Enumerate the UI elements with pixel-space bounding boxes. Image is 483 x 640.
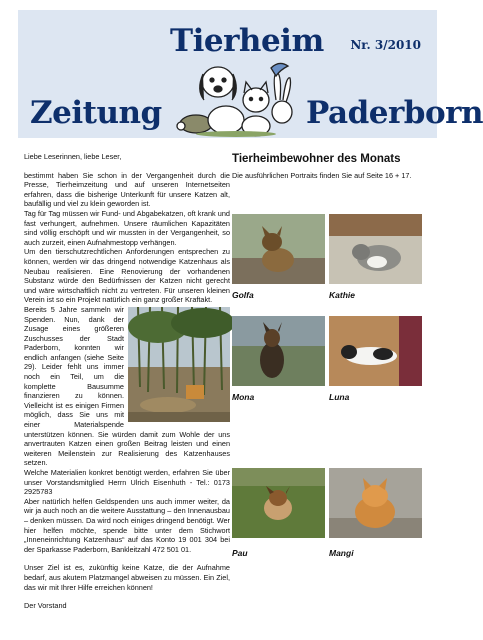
animals-logo-illustration	[176, 60, 296, 138]
letter-paragraph: Welche Materialien konkret benötigt werden, erfahren Sie über unser Vorstandsmitglied Herrn Ulrich Eisenhuth - Tel.: 0173 2925783	[24, 468, 230, 497]
pet-photo-mangi	[329, 468, 422, 538]
pet-name: Golfa	[232, 290, 254, 300]
masthead-title-zeitung: Zeitung	[30, 95, 162, 131]
pet-photo-pau	[232, 468, 325, 538]
pet-name: Kathie	[329, 290, 355, 300]
letter-greeting: Liebe Leserinnen, liebe Leser,	[24, 152, 122, 161]
letter-paragraph: bestimmt haben Sie schon in der Vergangenheit durch die Presse, Tierheimzeitung und auf unseren Internetseiten erfahren, dass die bisherige Unterkunft für unsere Katzen alt, baufällig und viel zu klein geworden ist.	[24, 170, 230, 209]
pet-name: Luna	[329, 392, 350, 402]
pet-photo-mona	[232, 316, 325, 386]
issue-number: Nr. 3/2010	[350, 38, 421, 52]
pet-photo-golfa	[232, 214, 325, 284]
letter-paragraph: Unser Ziel ist es, zukünftig keine Katze, die der Aufnahme bedarf, aus akutem Platzmangel abweisen zu müssen. Ein Ziel, das wir mit Ihrer Hilfe erreichen können!	[24, 563, 230, 592]
construction-photo	[128, 307, 230, 422]
residents-heading: Tierheimbewohner des Monats	[232, 153, 401, 165]
masthead-title-paderborn: Paderborn	[306, 95, 483, 131]
letter-paragraph: Tag für Tag müssen wir Fund- und Abgabekatzen, oft krank und fast verhungert, aufnehmen. Unsere räumlichen Kapazitäten sind völlig erschöpft und wir mussten in der Vergangenheit, so auch zurzeit, einen Aufnahmestopp verhängen.	[24, 208, 230, 247]
editorial-letter	[24, 152, 230, 611]
letter-paragraph: Um den tierschutzrechtlichen Anforderungen entsprechen zu können, werden wir das dringend notwendige Katzenhaus als Neubau realisieren. Eine Renovierung der vorhandenen Substanz würde den Bedürfnissen der Katzen nicht gerecht und wäre wirtschaftlich nicht zu vertreten. Für unseren kleinen Verein ist so ein Projekt natürlich ein ganz großer Kraftakt.	[24, 247, 230, 305]
masthead-title-tierheim: Tierheim	[170, 23, 324, 59]
pet-name: Pau	[232, 548, 248, 558]
masthead	[18, 10, 483, 138]
pet-photo-luna	[329, 316, 422, 386]
pet-photo-kathie	[329, 214, 422, 284]
letter-paragraph: Aber natürlich helfen Geldspenden uns auch immer weiter, da wir ja auch noch an die weitere Ausstattung – den Innenausbau – denken müssen. Da wird noch einiges dringend benötigt. Wer hier helfen möchte, spende bitte unter dem Stichwort „Inneneinrichtung Katzenhaus“ auf das Konto 19 001 304 bei der Sparkasse Paderborn, Bankleitzahl 472 501 01.	[24, 496, 230, 554]
letter-signature: Der Vorstand	[24, 601, 67, 611]
letter-paragraph: Bereits 5 Jahre sammeln wir Spenden. Nun, dank der Zusage eines größeren Zuschusses der Stadt Paderborn, konnten wir endlich anfangen (siehe Seite 29). Leider fehlt uns immer noch ein Teil, um die komplette Bausumme finanzieren zu können. Vielleicht ist es einigen Firmen möglich, dass Sie uns mit einer Materialspende unterstützen können. Sie würden damit zum Wohle der uns anvertrauten Katzen einen großen Beitrag leisten und einen weiteren Meilenstein zur Realisierung des Katzenhauses setzen.	[24, 304, 230, 468]
pet-name: Mangi	[329, 548, 354, 558]
residents-subtitle: Die ausführlichen Portraits finden Sie auf Seite 16 + 17.	[232, 171, 412, 180]
pet-name: Mona	[232, 392, 255, 402]
